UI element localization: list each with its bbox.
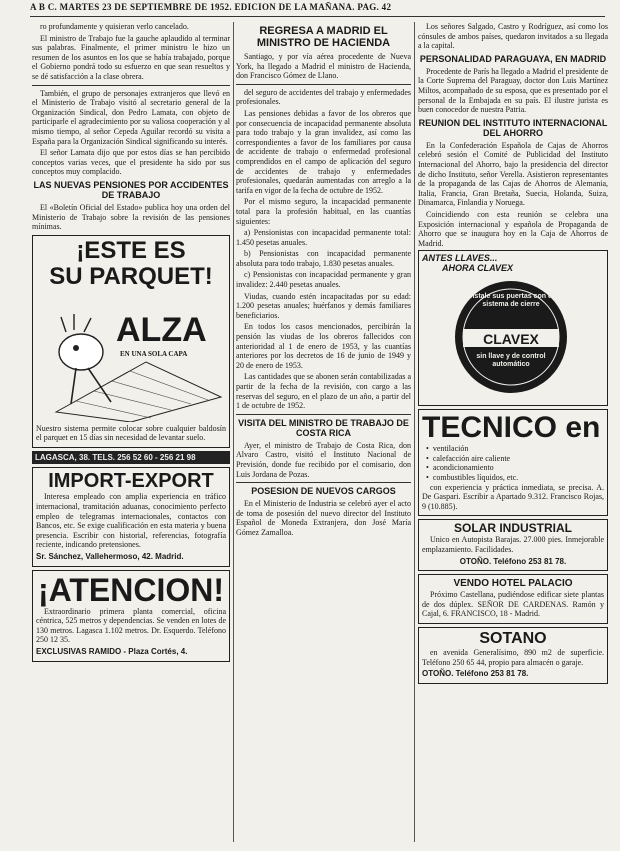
ad-import-export — [32, 467, 230, 566]
article-paragraph: b) Pensionistas con incapacidad permanente absoluta para todo trabajo, 1.830 pesetas anuales. — [236, 249, 411, 268]
article-paragraph: Santiago, y por vía aérea procedente de Nueva York, ha llegado a Madrid el ministro de Hacienda, don Francisco Gómez de Llano. — [236, 52, 411, 81]
headline-pensiones: LAS NUEVAS PENSIONES POR ACCIDENTES DE TRABAJO — [33, 179, 229, 200]
ad-clavex-line-3: instale sus puertas con el sistema de cierre — [468, 293, 554, 309]
article-paragraph: Los señores Salgado, Castro y Rodríguez, así como los cónsules de ambos países, quedaron invitados a su llegada a la capital. — [418, 22, 608, 51]
article-paragraph: Ayer, el ministro de Trabajo de Costa Rica, don Alvaro Castro, visitó el Instituto Nacional de Previsión, donde fue recibido por el comisario, don Luis Jordana de Pozas. — [236, 440, 411, 479]
headline-paraguay: PERSONALIDAD PARAGUAYA, EN MADRID — [419, 53, 607, 64]
ad-atencion-title: ¡ATENCION! — [37, 571, 225, 608]
ad-sotano — [418, 627, 608, 684]
ad-atencion-body: Extraordinario primera planta comercial, oficina céntrica, 525 metros y dependencias. Se venden en lotes de 130 metros. Lagasca 1.102 metros. Dr. Esquerdo. Teléfono 250 12 35. — [36, 606, 226, 645]
column-divider — [233, 22, 234, 842]
article-paragraph: Por el mismo seguro, la incapacidad permanente total para la profesión habitual, en las cuantías siguientes: — [236, 197, 411, 226]
headline-cargos: POSESION DE NUEVOS CARGOS — [251, 486, 396, 497]
ad-clavex-line-1: ANTES LLAVES... — [422, 253, 498, 264]
ad-import-export-address: Sr. Sánchez, Vallehermoso, 42. Madrid. — [36, 552, 184, 562]
article-paragraph: Procedente de París ha llegado a Madrid el presidente de la Corte Suprema del Paraguay, doctor don Luis Martínez Miltos, acompañado de su esposa, que es presentado por el personal de la Embajada en su país. El ilustre jurista es buen conocedor de nuestra Patria. — [418, 66, 608, 115]
column-left — [32, 22, 230, 842]
article-paragraph: El ministro de Trabajo fue la gauche aplaudido al terminar sus palabras. Finalmente, el primer ministro le hizo un resumen de los asuntos en los que se había trabajado, porque el Gobierno pondrá todo su esfuerzo en que sean resueltos y se dé satisfacción a la clase obrera. — [32, 33, 230, 81]
divider — [236, 482, 411, 483]
article-paragraph: a) Pensionistas con incapacidad permanente total: 1.450 pesetas anuales. — [236, 228, 411, 247]
ad-tecnico-title: TECNICO en — [422, 411, 601, 445]
article-paragraph: El señor Lamata dijo que por estos días se han percibido conceptos varias veces, que el presidente ha sido por sus conceptos muy complacido. — [32, 148, 230, 177]
ad-import-export-body: Interesa empleado con amplia experiencia en tráfico internacional, tramitación aduanas, conocimiento perfecto empleo de telegramas internacionales, contactos con Bancos, etc. Se exige cualificación en esta materia y buena presencia. Escribir con historial, referencias, fotografía reciente, indicando pretensiones. — [36, 492, 226, 550]
ad-atencion-footer: EXCLUSIVAS RAMIDO - Plaza Cortés, 4. — [36, 647, 188, 656]
ad-atencion — [32, 570, 230, 662]
ad-parquet-headline-2: SU PARQUET! — [49, 262, 213, 290]
ad-sotano-title: SOTANO — [479, 630, 547, 647]
column-right — [418, 22, 608, 842]
article-paragraph: En la Confederación Española de Cajas de Ahorros celebró sesión el Comité de Publicidad del Instituto Internacional del Ahorro, bajo la presidencia del director de dicho Instituto, señor Verella. Asistieron representantes de la propaganda de las Cajas de Ahorros de Alemania, Italia, Francia, Gran Bretaña, Suecia, Holanda, Suiza, Dinamarca, Finlandia y Noruega. — [418, 140, 608, 208]
ad-solar-title: SOLAR INDUSTRIAL — [454, 521, 572, 536]
article-paragraph: Viudas, cuando estén incapacitadas por su edad: 1.200 pesetas anuales; huérfanos y demás familiares beneficiarios. — [236, 291, 411, 320]
article-paragraph: ro profundamente y quisieran verlo cancelado. — [40, 22, 189, 31]
ad-alza-brand: ALZA — [116, 310, 207, 349]
article-paragraph: En el Ministerio de Industria se celebró ayer el acto de toma de posesión del nuevo director del Instituto Español de Moneda Extranjera, don José María Gómez Zamalloa. — [236, 499, 411, 537]
ad-hotel-body: Próximo Castellana, pudiéndose edificar siete plantas de dos dúplex. SEÑOR DE CARDENAS. Ramón y Cajal, 6. FRANCISCO, 18 - Madrid. — [422, 590, 604, 619]
list-item: • ventilación — [436, 444, 604, 454]
ad-clavex — [418, 250, 608, 406]
ad-clavex-line-2: AHORA CLAVEX — [442, 263, 514, 274]
headline-hacienda: REGRESA A MADRID EL MINISTRO DE HACIENDA — [256, 25, 391, 49]
article-paragraph: del seguro de accidentes del trabajo y enfermedades profesionales. — [236, 87, 411, 107]
ad-clavex-brand: CLAVEX — [483, 331, 539, 348]
article-paragraph: También, el grupo de personajes extranjeros que llevó en el Ministerio de Trabajo visitó al secretario general de la Organización Sindical, don Pedro Lamata, con objeto de participarle el agradecimiento por su valiosa cooperación y al mismo tiempo, al señor Cepeda Aguilar recordó su visita a España para la Organización Sindical significando su interés. — [32, 88, 230, 146]
ad-tecnico-body: con experiencia y práctica inmediata, se precisa. A. De Gaspari. Escribir a Apartado 9.312. Francisco Rojas, 9 (10.885). — [422, 482, 604, 511]
ad-solar-body: Unico en Autopista Barajas. 27.000 pies. Inmejorable emplazamiento. Facilidades. — [422, 535, 604, 555]
ad-solar — [418, 519, 608, 571]
ad-parquet-address: LAGASCA, 38. TELS. 256 52 60 - 256 21 98 — [32, 451, 230, 465]
ad-parquet-headline-1: ¡ESTE ES — [76, 236, 186, 264]
ad-sotano-body: en avenida Generalísimo, 890 m2 de superficie. Teléfono 250 65 44, propio para almacén o garaje. — [422, 648, 604, 667]
article-paragraph: Coincidiendo con esta reunión se celebra una Exposición internacional y española de Propaganda de Ahorro que se inaugura hoy en la Caja de Ahorros de Madrid. — [418, 209, 608, 248]
ad-parquet-illustration — [36, 292, 226, 422]
headline-visita: VISITA DEL MINISTRO DE TRABAJO DE COSTA RICA — [238, 417, 409, 438]
article-paragraph: El «Boletín Oficial del Estado» publica hoy una orden del Ministerio de Trabajo sobre la revisión de las pensiones mínimas. — [32, 202, 230, 232]
divider — [236, 84, 411, 85]
headline-ahorro: REUNION DEL INSTITUTO INTERNACIONAL DEL AHORRO — [418, 117, 608, 138]
ad-hotel-title: VENDO HOTEL PALACIO — [453, 578, 573, 590]
article-paragraph: En todos los casos mencionados, percibirán la pensión las viudas de los obreros fallecidos con anterioridad al 1 de enero de 1953, y las cuantías anteriores por los decretos de 16 de junio de 1949 y 20 de enero de 1953. — [236, 322, 411, 370]
list-item: • acondicionamiento — [436, 463, 604, 473]
article-paragraph: Las cantidades que se abonen serán contabilizadas a partir de la fecha de la revisión, con cargo a las reservas del seguro, en el plazo de un año, a partir del 1 de octubre de 1952. — [236, 372, 411, 411]
ad-clavex-line-4: sin llave y de control automático — [476, 353, 546, 369]
ad-parquet-body: Nuestro sistema permite colocar sobre cualquier baldosín el parquet en 15 días sin necesidad de levantar suelo. — [36, 423, 226, 443]
ad-tecnico — [418, 409, 608, 516]
column-divider — [414, 22, 415, 842]
masthead: A B C. MARTES 23 DE SEPTIEMBRE DE 1952. EDICION DE LA MAÑANA. PAG. 42 — [30, 2, 605, 17]
list-item: • calefacción aire caliente — [436, 454, 604, 464]
ad-solar-phone: OTOÑO. Teléfono 253 81 78. — [459, 556, 567, 566]
divider — [236, 414, 411, 415]
ad-import-export-title: IMPORT-EXPORT — [48, 470, 214, 493]
ad-parquet — [32, 235, 230, 448]
ad-sotano-footer: OTOÑO. Teléfono 253 81 78. — [422, 669, 529, 679]
ad-alza-subtitle: EN UNA SOLA CAPA — [120, 349, 188, 358]
article-paragraph: c) Pensionistas con incapacidad permanente y gran invalidez: 2.440 pesetas anuales. — [236, 270, 411, 290]
list-item: • combustibles líquidos, etc. — [436, 473, 604, 483]
divider — [32, 85, 230, 86]
ad-tecnico-list — [422, 444, 604, 482]
article-paragraph: Las pensiones debidas a favor de los obreros que por consecuencia de incapacidad permanente absoluta para todo trabajo y la gran invalidez, así como las correspondientes a favor de los familiares por causa de accidente de trabajo o enfermedad profesional comprendidos en el campo de aplicación del seguro de accidentes de trabajo y enfermedades profesionales, quedarán aumentadas con arreglo a la tarifa en vigor de la fecha de octubre de 1952. — [236, 108, 411, 195]
ad-hotel — [418, 574, 608, 624]
column-middle — [236, 22, 411, 842]
